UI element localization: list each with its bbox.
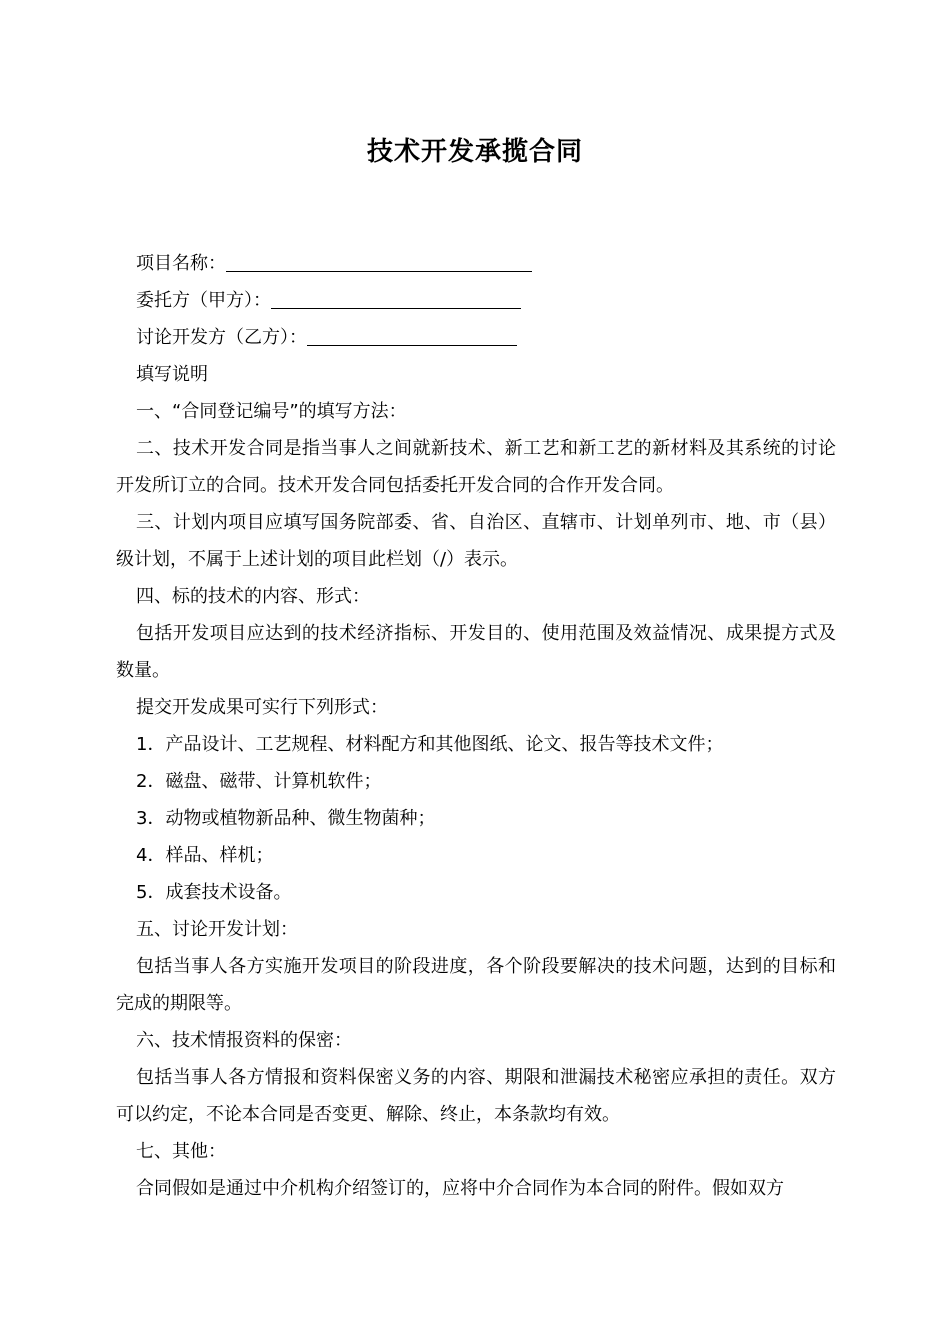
list-item: 3．动物或植物新品种、微生物菌种； <box>136 808 436 829</box>
document-title: 技术开发承揽合同 <box>366 137 583 167</box>
blank-line[interactable] <box>271 286 521 309</box>
section-heading: 六、技术情报资料的保密： <box>136 1030 352 1051</box>
paragraph: 包括开发项目应达到的技术经济指标、开发目的、使用范围及效益情况、成果提方式及数量。 <box>116 623 836 681</box>
paragraph: 三、计划内项目应填写国务院部委、省、自治区、直辖市、计划单列市、地、市（县）级计划，不属于上述计划的项目此栏划（/）表示。 <box>116 512 836 570</box>
section-heading: 五、讨论开发计划： <box>136 919 298 940</box>
field-label: 委托方（甲方）： <box>136 290 271 311</box>
field-label: 讨论开发方（乙方）： <box>136 327 307 348</box>
section-heading: 填写说明 <box>136 364 208 385</box>
list-item: 4．样品、样机； <box>136 845 274 866</box>
section-heading: 七、其他： <box>136 1141 226 1162</box>
paragraph: 合同假如是通过中介机构介绍签订的，应将中介合同作为本合同的附件。假如双方 <box>136 1178 784 1199</box>
blank-line[interactable] <box>226 249 532 272</box>
paragraph: 二、技术开发合同是指当事人之间就新技术、新工艺和新工艺的新材料及其系统的讨论开发所订立的合同。技术开发合同包括委托开发合同的合作开发合同。 <box>116 438 836 496</box>
section-heading: 四、标的技术的内容、形式： <box>136 586 370 607</box>
list-item: 1．产品设计、工艺规程、材料配方和其他图纸、论文、报告等技术文件； <box>136 734 724 755</box>
field-party-a <box>116 282 836 319</box>
paragraph: 包括当事人各方实施开发项目的阶段进度，各个阶段要解决的技术问题，达到的目标和完成的期限等。 <box>116 956 836 1014</box>
document-body <box>116 245 836 1207</box>
paragraph: 包括当事人各方情报和资料保密义务的内容、期限和泄漏技术秘密应承担的责任。双方可以约定，不论本合同是否变更、解除、终止，本条款均有效。 <box>116 1067 836 1125</box>
field-project-name <box>116 245 836 282</box>
blank-line[interactable] <box>307 323 517 346</box>
field-label: 项目名称： <box>136 253 226 274</box>
field-party-b <box>116 319 836 356</box>
paragraph: 提交开发成果可实行下列形式： <box>136 697 388 718</box>
list-item: 5．成套技术设备。 <box>136 882 292 903</box>
list-item: 2．磁盘、磁带、计算机软件； <box>136 771 382 792</box>
section-heading: 一、“合同登记编号”的填写方法： <box>136 401 407 422</box>
